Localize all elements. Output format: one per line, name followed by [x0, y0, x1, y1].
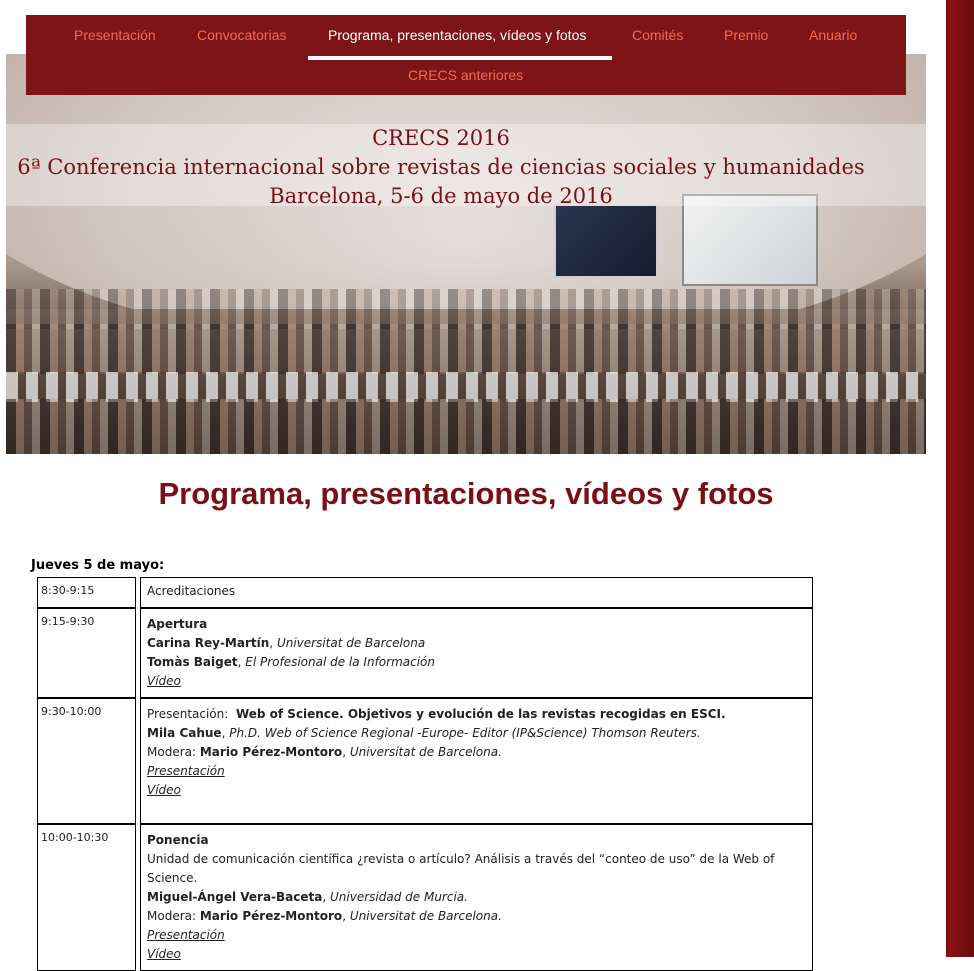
- chairs-row: [6, 372, 926, 402]
- audience-row: [6, 399, 926, 454]
- right-bar-inner: [948, 0, 974, 957]
- speaker-name: Mila Cahue: [147, 726, 222, 740]
- time-cell: 9:30-10:00: [37, 698, 136, 824]
- video-link[interactable]: Vídeo: [147, 674, 181, 688]
- table-row: [37, 577, 813, 608]
- nav-row-primary: [26, 15, 906, 59]
- audience-row: [6, 324, 926, 374]
- moderator-name: Mario Pérez-Montoro: [199, 909, 343, 923]
- speaker-affiliation: Universitat de Barcelona: [276, 636, 426, 650]
- session-cell: [140, 608, 813, 698]
- session-kind: Presentación: [147, 707, 225, 721]
- nav-item-programa[interactable]: Programa, presentaciones, vídeos y fotos: [328, 27, 587, 43]
- table-row: [37, 824, 813, 971]
- table-row: [37, 698, 813, 824]
- nav-item-comites[interactable]: Comités: [632, 27, 684, 43]
- session-cell: [140, 577, 813, 608]
- session-title: Apertura: [147, 617, 208, 631]
- moderator-affiliation: Universitat de Barcelona.: [349, 745, 502, 759]
- session-cell: [140, 824, 813, 971]
- right-decorative-bar: [946, 0, 974, 957]
- page-title: Programa, presentaciones, vídeos y fotos: [158, 476, 774, 511]
- speaker-name: Tomàs Baiget: [147, 655, 238, 669]
- session-kind: Ponencia: [147, 833, 209, 847]
- presentation-link[interactable]: Presentación: [147, 928, 225, 942]
- hero-title-line1: CRECS 2016: [372, 126, 510, 150]
- moderator-prefix: Modera:: [147, 745, 197, 759]
- speaker-line: Miguel-Ángel Vera-Baceta, Universidad de Murcia.: [147, 890, 468, 904]
- speaker-affiliation: El Profesional de la Información: [245, 655, 436, 669]
- nav-item-premio[interactable]: Premio: [724, 27, 769, 43]
- main-nav: [26, 15, 906, 95]
- hero-banner: [6, 54, 926, 454]
- moderator-prefix: Modera:: [147, 909, 197, 923]
- nav-item-crecs-anteriores[interactable]: CRECS anteriores: [408, 67, 524, 83]
- time-cell: 10:00-10:30: [37, 824, 136, 971]
- speaker-line: Carina Rey-Martín, Universitat de Barcelona: [147, 636, 426, 650]
- day-label: Jueves 5 de mayo:: [31, 558, 165, 573]
- schedule-table: [33, 577, 817, 971]
- moderator-name: Mario Pérez-Montoro: [199, 745, 343, 759]
- session-title: Unidad de comunicación científica ¿revista o artículo? Análisis a través del “conteo de uso” de la Web of Science.: [147, 852, 775, 885]
- presentation-link[interactable]: Presentación: [147, 764, 225, 778]
- session-heading: Presentación: Web of Science. Objetivos y evolución de las revistas recogidas en ESCI.: [147, 707, 726, 721]
- nav-item-presentacion[interactable]: Presentación: [74, 27, 156, 43]
- audience-row: [6, 289, 926, 329]
- nav-item-convocatorias[interactable]: Convocatorias: [197, 27, 287, 43]
- speaker-line: Tomàs Baiget, El Profesional de la Información: [147, 655, 436, 669]
- hero-title-line3: Barcelona, 5-6 de mayo de 2016: [269, 184, 613, 208]
- video-link[interactable]: Vídeo: [147, 947, 181, 961]
- video-link[interactable]: Vídeo: [147, 783, 181, 797]
- time-cell: 8:30-9:15: [37, 577, 136, 608]
- speaker-affiliation: Universidad de Murcia.: [330, 890, 468, 904]
- moderator-line: Modera: Mario Pérez-Montoro, Universitat de Barcelona.: [147, 909, 502, 923]
- speaker-name: Carina Rey-Martín: [147, 636, 270, 650]
- hero-title-line2: 6ª Conferencia internacional sobre revistas de ciencias sociales y humanidades: [17, 155, 865, 179]
- moderator-affiliation: Universitat de Barcelona.: [349, 909, 502, 923]
- speaker-affiliation: Ph.D. Web of Science Regional -Europe- Editor (IP&Science) Thomson Reuters.: [229, 726, 701, 740]
- time-cell: 9:15-9:30: [37, 608, 136, 698]
- speaker-name: Miguel-Ángel Vera-Baceta: [147, 890, 323, 904]
- table-row: [37, 608, 813, 698]
- conference-screen-left: [554, 204, 658, 278]
- session-cell: [140, 698, 813, 824]
- session-title: Web of Science. Objetivos y evolución de las revistas recogidas en ESCI.: [235, 707, 726, 721]
- speaker-line: Mila Cahue, Ph.D. Web of Science Regional -Europe- Editor (IP&Science) Thomson Reuters.: [147, 726, 701, 740]
- nav-active-underline: [308, 56, 612, 60]
- moderator-line: Modera: Mario Pérez-Montoro, Universitat de Barcelona.: [147, 745, 502, 759]
- nav-item-anuario[interactable]: Anuario: [809, 27, 858, 43]
- session-title: Acreditaciones: [147, 584, 236, 598]
